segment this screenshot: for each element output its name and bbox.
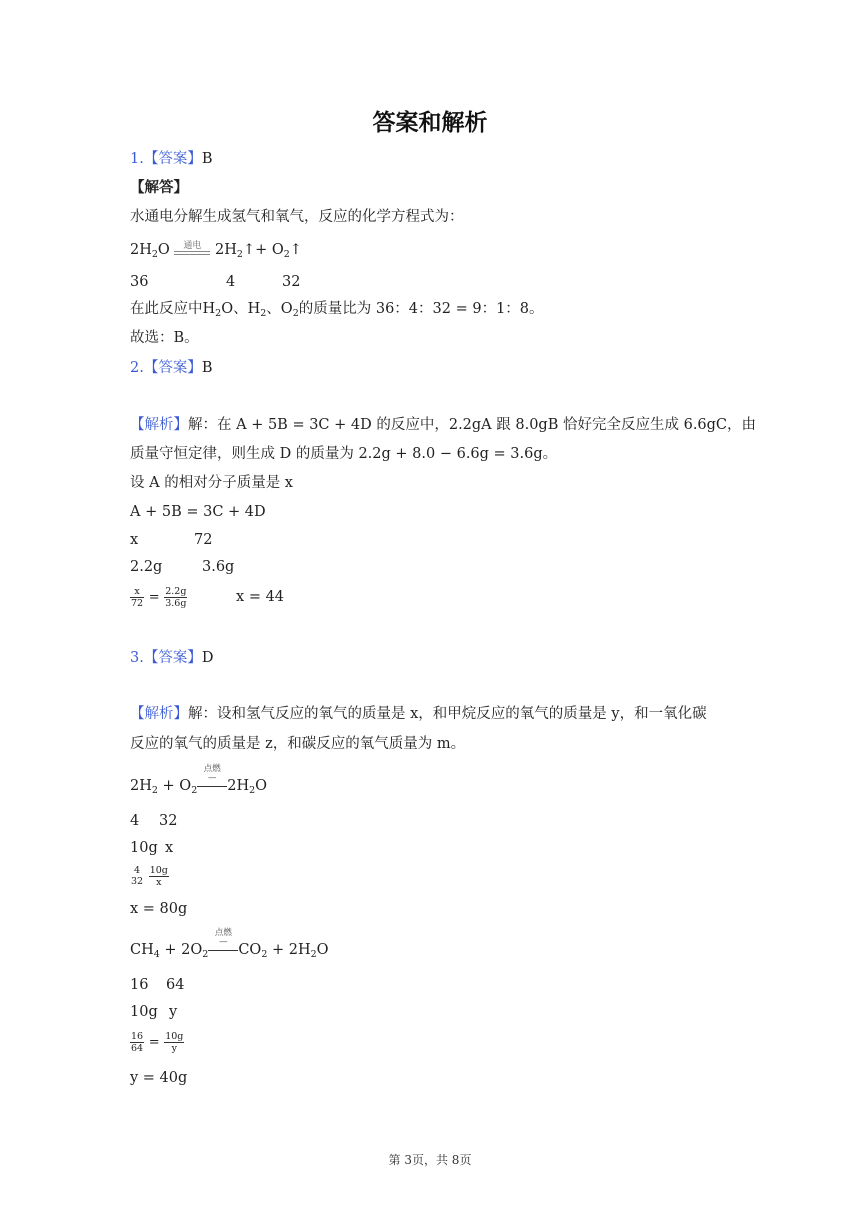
q3-row2	[130, 839, 173, 857]
q3-para1	[130, 705, 707, 723]
q3-value: y	[169, 1004, 178, 1020]
fraction	[130, 1031, 144, 1054]
reaction-condition: 通电	[183, 241, 202, 251]
frac-den: 3.6g	[165, 597, 187, 609]
mass-value: 36	[130, 274, 149, 290]
q1-line1: 水通电分解生成氢气和氧气，反应的化学方程式为：	[130, 209, 464, 225]
q3-answer-line	[130, 649, 213, 667]
eq-text: ↑+ O	[242, 242, 284, 258]
q3-value: 4	[130, 813, 140, 829]
ratio-text: 的质量比为 36：4：32 = 9：1：8。	[298, 301, 544, 317]
frac-num: 10g	[165, 1030, 184, 1042]
ratio-sub: 2	[260, 308, 267, 319]
q3-number: 3.	[130, 650, 144, 666]
eq-text: CH	[130, 942, 154, 958]
q2-row2	[130, 558, 234, 576]
q2-answer: B	[201, 360, 213, 376]
eq-sub: 2	[249, 785, 256, 796]
q1-choose: 故选：B。	[130, 330, 199, 346]
ratio-sub: 2	[215, 308, 222, 319]
q2-value: 2.2g	[130, 559, 163, 575]
q2-result: x = 44	[236, 589, 285, 605]
q2-equation: A + 5B = 3C + 4D	[130, 504, 266, 520]
eq-text: O	[316, 942, 329, 958]
equals-sign: =	[148, 590, 160, 605]
q2-answer-tag: 【答案】	[143, 360, 202, 376]
eq-sub: 2	[151, 249, 158, 260]
frac-num: x	[130, 586, 144, 598]
q3-value: 10g	[130, 840, 158, 856]
q3-value: 16	[130, 977, 149, 993]
q3-jiexi-tag: 【解析】	[130, 706, 188, 722]
eq-sub: 2	[202, 949, 209, 960]
mass-value: 4	[226, 274, 236, 290]
q1-answer: B	[201, 151, 213, 167]
q2-jiexi-tag: 【解析】	[130, 417, 188, 433]
eq-text: ↑	[289, 242, 302, 258]
arrow-bar	[174, 251, 210, 252]
equals-sign: =	[148, 1035, 160, 1050]
q1-ratio	[130, 300, 544, 323]
q2-value: x	[130, 532, 139, 548]
ratio-text: 、O	[266, 301, 293, 317]
frac-num: 2.2g	[165, 585, 187, 597]
ratio-sub: 2	[292, 308, 299, 319]
q3-value: 64	[166, 977, 185, 993]
condition-bar	[197, 786, 227, 787]
q2-value: 3.6g	[202, 559, 235, 575]
q1-answer-tag: 【答案】	[143, 151, 202, 167]
fraction	[164, 1031, 184, 1054]
q3-value: 32	[159, 813, 178, 829]
q1-jieda-tag: 【解答】	[130, 179, 188, 196]
q2-value: 72	[194, 532, 213, 548]
q3-result1: x = 80g	[130, 901, 188, 917]
q1-number: 1.	[130, 151, 144, 167]
q1-answer-line	[130, 150, 213, 168]
q1-masses	[130, 273, 300, 291]
frac-den: y	[171, 1042, 177, 1054]
q2-para3: 设 A 的相对分子质量是 x	[130, 475, 293, 491]
cond-text: 点燃	[203, 764, 221, 774]
arrow-bar	[174, 254, 210, 255]
q3-answer-tag: 【答案】	[143, 650, 202, 666]
eq-text: + 2O	[159, 942, 203, 958]
frac-den: 72	[131, 597, 144, 609]
q3-equation2	[130, 928, 329, 964]
q2-text: 解：在 A + 5B = 3C + 4D 的反应中，2.2gA 跟 8.0gB 恰好完全反应生成 6.6gC，由	[188, 417, 757, 433]
ratio-text: O、H	[221, 301, 261, 317]
cond-mark: —	[207, 773, 217, 783]
q3-equation1	[130, 764, 268, 800]
fraction	[164, 586, 187, 609]
eq-sub: 2	[261, 949, 268, 960]
ratio-text: 在此反应中H	[130, 301, 216, 317]
fraction	[130, 586, 144, 609]
q3-result2: y = 40g	[130, 1070, 188, 1086]
q3-para2: 反应的氧气的质量是 z，和碳反应的氧气质量为 m。	[130, 736, 466, 752]
q3-proportion2	[130, 1029, 184, 1056]
reaction-condition-line	[197, 764, 227, 795]
eq-text: 2H	[130, 778, 152, 794]
page-footer: 第 3页，共 8页	[388, 1153, 472, 1167]
mass-value: 32	[282, 274, 301, 290]
fraction	[149, 865, 169, 888]
eq-sub: 2	[283, 249, 290, 260]
q2-row1	[130, 531, 212, 549]
eq-sub: 2	[236, 249, 243, 260]
eq-sub: 4	[153, 949, 160, 960]
reaction-condition-line	[208, 928, 238, 959]
q3-text: 解：设和氢气反应的氧气的质量是 x，和甲烷反应的氧气的质量是 y，和一氧化碳	[188, 706, 707, 722]
frac-den: x	[156, 876, 162, 888]
q3-proportion1	[130, 863, 169, 889]
frac-den: 64	[131, 1042, 144, 1054]
q3-row1	[130, 812, 177, 830]
q3-value: 10g	[130, 1004, 158, 1020]
q2-para2: 质量守恒定律，则生成 D 的质量为 2.2g + 8.0 − 6.6g = 3.6g。	[130, 446, 558, 462]
eq-text: + 2H	[267, 942, 311, 958]
eq-sub: 2	[191, 785, 198, 796]
eq-text: 2H	[227, 778, 250, 794]
frac-num: 10g	[149, 864, 168, 876]
q3-value: x	[165, 840, 174, 856]
eq-text: + O	[157, 778, 192, 794]
eq-sub: 2	[151, 785, 158, 796]
frac-num: 16	[131, 1030, 144, 1042]
eq-text: O	[157, 242, 170, 258]
frac-num: 4	[134, 865, 141, 876]
q2-number: 2.	[130, 360, 144, 376]
q3-row3	[130, 976, 184, 994]
q2-proportion	[130, 584, 284, 611]
eq-text: 2H	[215, 242, 237, 258]
reaction-condition	[197, 765, 227, 783]
q3-answer: D	[201, 650, 214, 666]
q1-equation	[130, 241, 302, 264]
frac-den: 32	[131, 876, 144, 887]
eq-text: O	[255, 778, 268, 794]
eq-text: CO	[238, 942, 262, 958]
fraction	[130, 865, 144, 887]
page-title: 答案和解析	[372, 110, 488, 136]
eq-sub: 2	[310, 949, 317, 960]
reaction-condition-arrow	[174, 241, 210, 259]
eq-text: 2H	[130, 242, 152, 258]
q3-row4	[130, 1003, 177, 1021]
q2-answer-line	[130, 359, 213, 377]
q2-para1	[130, 416, 756, 434]
reaction-condition	[208, 929, 238, 947]
cond-mark: —	[219, 937, 228, 947]
cond-text: 点燃	[214, 928, 232, 938]
condition-bar	[208, 950, 238, 951]
